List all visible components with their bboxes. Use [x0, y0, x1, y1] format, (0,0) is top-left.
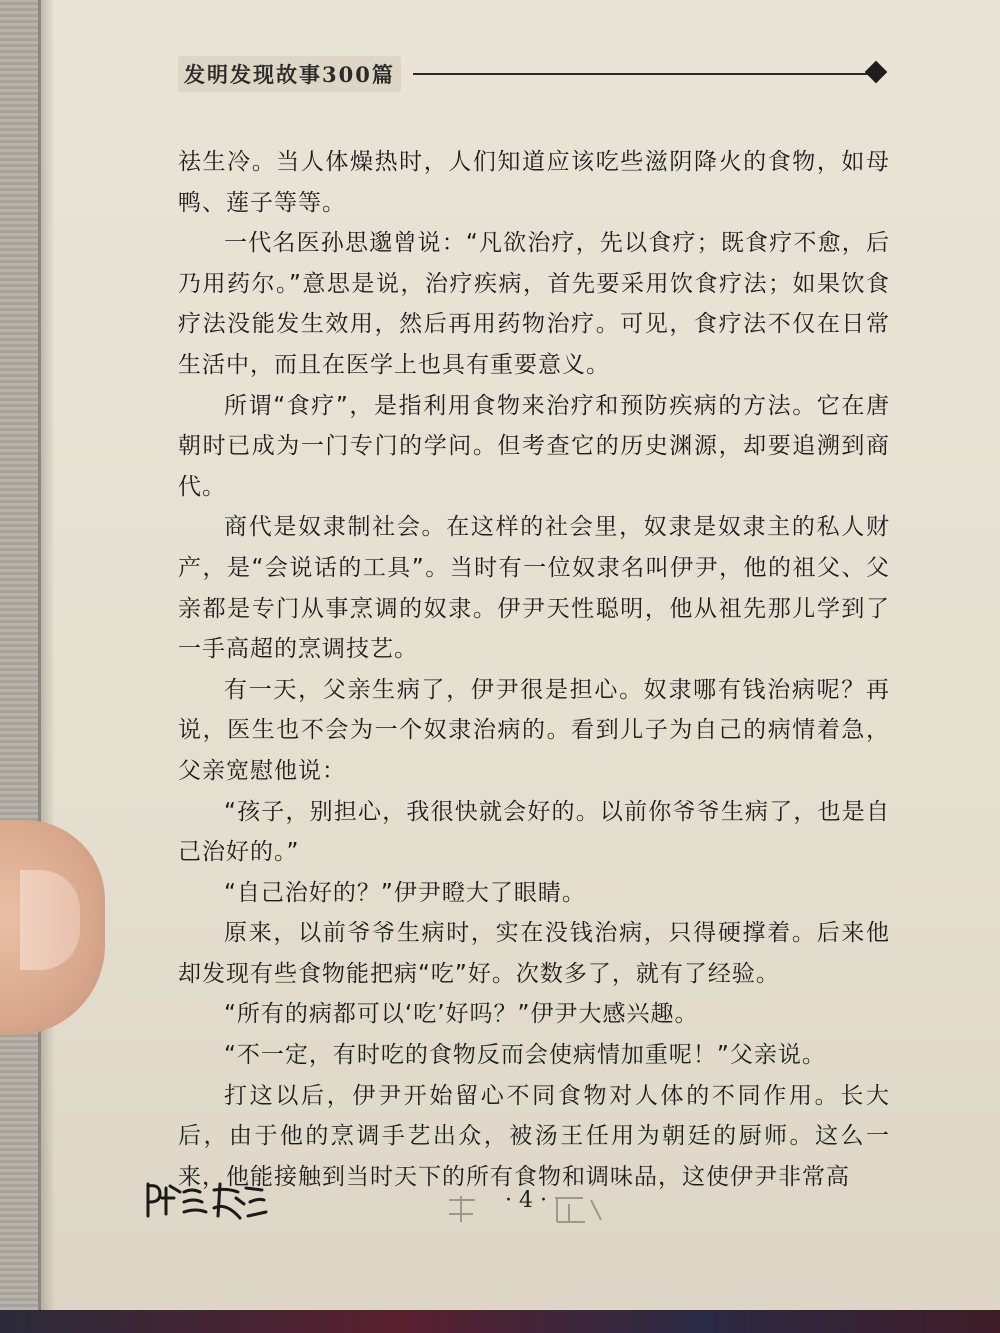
paragraph: 有一天，父亲生病了，伊尹很是担心。奴隶哪有钱治病呢？再说，医生也不会为一个奴隶治病的。看到儿子为自己的病情着急，父亲宽慰他说： — [178, 676, 890, 784]
header-title: 发明发现故事300篇 — [178, 56, 401, 92]
paragraph: “所有的病都可以‘吃’好吗？”伊尹大感兴趣。 — [224, 1001, 699, 1028]
handwritten-signature — [140, 1178, 270, 1222]
paragraph: 商代是奴隶制社会。在这样的社会里，奴隶是奴隶主的私人财产，是“会说话的工具”。当时有一位奴隶名叫伊尹，他的祖父、父亲都是专门从事烹调的奴隶。伊尹天性聪明，他从祖先那儿学到了一手高超的烹调技艺。 — [178, 514, 890, 663]
paragraph: “孩子，别担心，我很快就会好的。以前你爷爷生病了，也是自己治好的。” — [178, 798, 890, 866]
page-number: · 4 · — [505, 1188, 547, 1213]
paragraph: “不一定，有时吃的食物反而会使病情加重呢！”父亲说。 — [224, 1042, 826, 1069]
thumbnail-highlight — [20, 870, 80, 970]
paragraph: 所谓“食疗”，是指利用食物来治疗和预防疾病的方法。它在唐朝时已成为一门专门的学问。但考查它的历史渊源，却要追溯到商代。 — [178, 392, 890, 500]
body-text — [178, 142, 890, 1197]
spine-shadow — [41, 0, 55, 1310]
paragraph: 打这以后，伊尹开始留心不同食物对人体的不同作用。长大后，由于他的烹调手艺出众，被汤王任用为朝廷的厨师。这么一来，他能接触到当时天下的所有食物和调味品，这使伊尹非常高 — [178, 1082, 890, 1190]
background-cloth — [0, 1310, 1000, 1333]
header-rule — [413, 73, 868, 75]
running-header — [178, 52, 898, 92]
book-spine — [0, 0, 41, 1310]
paragraph: 原来，以前爷爷生病时，实在没钱治病，只得硬撑着。后来他却发现有些食物能把病“吃”好。次数多了，就有了经验。 — [178, 920, 890, 987]
paragraph: “自己治好的？”伊尹瞪大了眼睛。 — [224, 879, 586, 906]
paragraph: 一代名医孙思邈曾说：“凡欲治疗，先以食疗；既食疗不愈，后乃用药尔。”意思是说，治疗疾病，首先要采用饮食疗法；如果饮食疗法没能发生效用，然后再用药物治疗。可见，食疗法不仅在日常生活中，而且在医学上也具有重要意义。 — [178, 230, 890, 378]
diamond-icon — [865, 61, 888, 84]
paragraph: 祛生冷。当人体燥热时，人们知道应该吃些滋阴降火的食物，如母鸭、莲子等等。 — [178, 149, 890, 216]
